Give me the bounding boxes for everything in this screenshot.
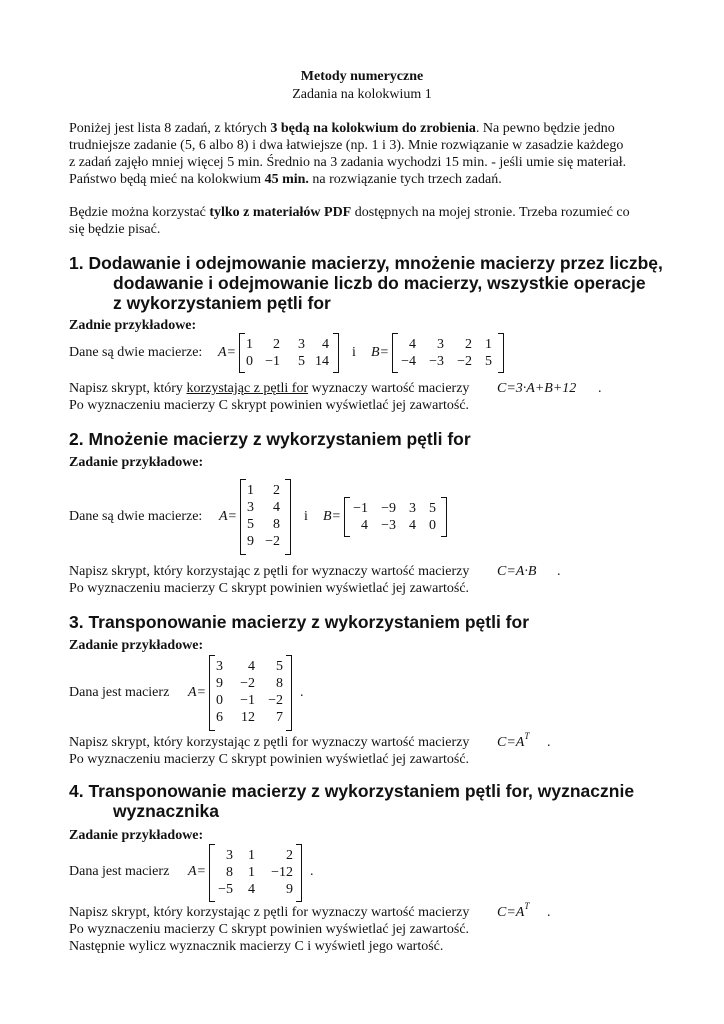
matrix-cell: −1 — [240, 693, 255, 708]
formula-text: C=A — [497, 735, 525, 750]
intro-text: Będzie można korzystać — [69, 205, 210, 220]
intro-text: Poniżej jest lista 8 zadań, z których — [69, 121, 271, 136]
matrix-cell: 5 — [298, 354, 305, 369]
matrix-cell: 2 — [286, 848, 293, 863]
task3-instruction-line-1: Napisz skrypt, który korzystając z pętli for wyznaczy wartość macierzy — [69, 735, 470, 750]
bracket-right — [285, 479, 291, 555]
task2-formula: C=A·B — [497, 564, 537, 579]
task2-matrix-b-label: B= — [323, 509, 341, 524]
matrix-cell: −2 — [457, 354, 472, 369]
intro-bold-text: tylko z materiałów PDF — [209, 205, 352, 220]
matrix-cell: −2 — [265, 534, 280, 549]
task2-connector: i — [304, 509, 308, 524]
task3-matrix-end: . — [300, 685, 304, 700]
matrix-cell: 6 — [216, 710, 223, 725]
task2-given-text: Dane są dwie macierze: — [69, 509, 203, 524]
bracket-right — [286, 655, 292, 731]
task3-instruction-line-2: Po wyznaczeniu macierzy C skrypt powinien wyświetlać jej zawartość. — [69, 752, 470, 767]
task3-matrix-a — [209, 655, 293, 731]
matrix-cell: 3 — [247, 500, 254, 515]
task1-formula-end: . — [598, 381, 602, 396]
matrix-cell: 12 — [241, 710, 255, 725]
matrix-cell: 5 — [485, 354, 492, 369]
task1-heading-line-2: dodawanie i odejmowanie liczb do macierzy, wszystkie operacje — [113, 273, 646, 293]
intro-text: . Na pewno będzie jedno — [475, 121, 615, 136]
matrix-cell: 8 — [273, 517, 280, 532]
task2-instruction-line-2: Po wyznaczeniu macierzy C skrypt powinien wyświetlać jej zawartość. — [69, 581, 470, 596]
matrix-cell: 3 — [409, 501, 416, 516]
matrix-cell: 0 — [429, 518, 436, 533]
matrix-cell: −2 — [268, 693, 283, 708]
matrix-cell: −12 — [271, 865, 293, 880]
intro-p2-line-1 — [69, 205, 630, 221]
matrix-cell: 4 — [248, 659, 255, 674]
matrix-cell: 1 — [485, 337, 492, 352]
matrix-cell: 9 — [286, 882, 293, 897]
task1-heading-line-3: z wykorzystaniem pętli for — [113, 293, 331, 313]
task1-given-text: Dane są dwie macierze: — [69, 345, 203, 360]
matrix-cell: 4 — [409, 518, 416, 533]
matrix-cell: 1 — [247, 483, 254, 498]
task4-instruction-line-1: Napisz skrypt, który korzystając z pętli for wyznaczy wartość macierzy — [69, 905, 470, 920]
matrix-cell: 4 — [322, 337, 329, 352]
instruction-text: Napisz skrypt, który — [69, 381, 187, 396]
task1-connector: i — [352, 345, 356, 360]
matrix-cell: 0 — [246, 354, 253, 369]
matrix-cell: 3 — [298, 337, 305, 352]
matrix-cell: 7 — [276, 710, 283, 725]
task3-formula-end: . — [547, 735, 551, 750]
task3-matrix-a-label: A= — [188, 685, 206, 700]
matrix-cell: 4 — [273, 500, 280, 515]
task4-heading-line-2: wyznacznika — [113, 801, 220, 821]
task4-matrix-end: . — [310, 864, 314, 879]
task4-instruction-line-3: Następnie wylicz wyznacznik macierzy C i wyświetl jego wartość. — [69, 939, 444, 954]
bracket-right — [441, 497, 447, 537]
task4-formula-end: . — [547, 905, 551, 920]
matrix-cell: 9 — [216, 676, 223, 691]
task3-given-text: Dana jest macierz — [69, 685, 170, 700]
matrix-cell: 1 — [246, 337, 253, 352]
instruction-underlined-text: korzystając z pętli for — [186, 381, 309, 396]
task1-heading-line-1: 1. Dodawanie i odejmowanie macierzy, mnożenie macierzy przez liczbę, — [69, 253, 663, 273]
matrix-cell: 5 — [429, 501, 436, 516]
task3-formula — [497, 731, 530, 751]
task4-matrix-a — [209, 844, 303, 902]
task2-instruction-line-1: Napisz skrypt, który korzystając z pętli for wyznaczy wartość macierzy — [69, 564, 470, 579]
matrix-cell: 5 — [276, 659, 283, 674]
matrix-cell: 9 — [247, 534, 254, 549]
formula-superscript: T — [524, 901, 530, 911]
intro-text: dostępnych na mojej stronie. Trzeba rozumieć co — [351, 205, 630, 220]
matrix-cell: 1 — [248, 865, 255, 880]
task2-matrix-a-label: A= — [219, 509, 237, 524]
intro-line-4 — [69, 172, 502, 188]
task2-matrix-a — [240, 479, 292, 555]
task4-formula — [497, 901, 530, 921]
matrix-cell: −1 — [265, 354, 280, 369]
task1-matrix-b — [392, 333, 510, 373]
matrix-cell: −3 — [381, 518, 396, 533]
task1-formula: C=3·A+B+12 — [497, 381, 577, 396]
matrix-cell: 8 — [276, 676, 283, 691]
intro-bold-text: 45 min. — [264, 172, 309, 187]
matrix-cell: 3 — [226, 848, 233, 863]
task4-matrix-a-label: A= — [188, 864, 206, 879]
matrix-cell: 4 — [409, 337, 416, 352]
matrix-cell: −4 — [401, 354, 416, 369]
intro-line-3: z zadań zajęło mniej więcej 5 min. Średnio na 3 zadania wychodzi 15 min. - jeśli umie się materiał. — [69, 155, 627, 170]
instruction-text: wyznaczy wartość macierzy — [308, 381, 470, 396]
bracket-right — [498, 333, 504, 373]
task4-given-text: Dana jest macierz — [69, 864, 170, 879]
task1-example-label: Zadnie przykładowe: — [69, 318, 197, 333]
task2-formula-end: . — [557, 564, 561, 579]
intro-p2-line-2: się będzie pisać. — [69, 222, 161, 237]
intro-text: Państwo będą mieć na kolokwium — [69, 172, 265, 187]
document-subtitle: Zadania na kolokwium 1 — [292, 87, 432, 102]
task4-instruction-line-2: Po wyznaczeniu macierzy C skrypt powinien wyświetlać jej zawartość. — [69, 922, 470, 937]
matrix-cell: 2 — [273, 483, 280, 498]
matrix-cell: 14 — [315, 354, 329, 369]
matrix-cell: −3 — [429, 354, 444, 369]
intro-line-1 — [69, 121, 615, 137]
matrix-cell: −1 — [353, 501, 368, 516]
task2-example-label: Zadanie przykładowe: — [69, 455, 204, 470]
intro-bold-text: 3 będą na kolokwium do zrobienia — [270, 121, 476, 136]
task1-matrix-a-label: A= — [218, 345, 236, 360]
matrix-cell: 4 — [361, 518, 368, 533]
task4-example-label: Zadanie przykładowe: — [69, 828, 204, 843]
matrix-cell: 1 — [248, 848, 255, 863]
task3-example-label: Zadanie przykładowe: — [69, 638, 204, 653]
bracket-right — [296, 844, 302, 902]
intro-line-2: trudniejsze zadanie (5, 6 albo 8) i dwa łatwiejsze (np. 1 i 3). Mnie rozwiązanie w zasadzie każdego — [69, 138, 624, 153]
bracket-right — [333, 333, 339, 373]
matrix-cell: 3 — [437, 337, 444, 352]
document-title: Metody numeryczne — [300, 69, 424, 84]
matrix-cell: 3 — [216, 659, 223, 674]
matrix-cell: 0 — [216, 693, 223, 708]
task1-matrix-b-label: B= — [371, 345, 389, 360]
formula-text: C=A — [497, 905, 525, 920]
matrix-cell: −5 — [218, 882, 233, 897]
matrix-cell: 2 — [273, 337, 280, 352]
intro-text: na rozwiązanie tych trzech zadań. — [308, 172, 502, 187]
task2-matrix-b — [344, 497, 448, 537]
matrix-cell: −2 — [240, 676, 255, 691]
task1-instruction-line-2: Po wyznaczeniu macierzy C skrypt powinien wyświetlać jej zawartość. — [69, 398, 470, 413]
task4-heading-line-1: 4. Transponowanie macierzy z wykorzystaniem pętli for, wyznacznie — [69, 781, 635, 801]
matrix-cell: 2 — [465, 337, 472, 352]
matrix-cell: 4 — [248, 882, 255, 897]
task2-heading: 2. Mnożenie macierzy z wykorzystaniem pętli for — [69, 429, 471, 449]
task3-heading: 3. Transponowanie macierzy z wykorzystaniem pętli for — [69, 612, 530, 632]
task1-instruction-line-1 — [69, 381, 469, 397]
matrix-cell: −9 — [381, 501, 396, 516]
formula-superscript: T — [524, 731, 530, 741]
matrix-cell: 5 — [247, 517, 254, 532]
task1-matrix-a — [239, 333, 341, 373]
matrix-cell: 8 — [226, 865, 233, 880]
